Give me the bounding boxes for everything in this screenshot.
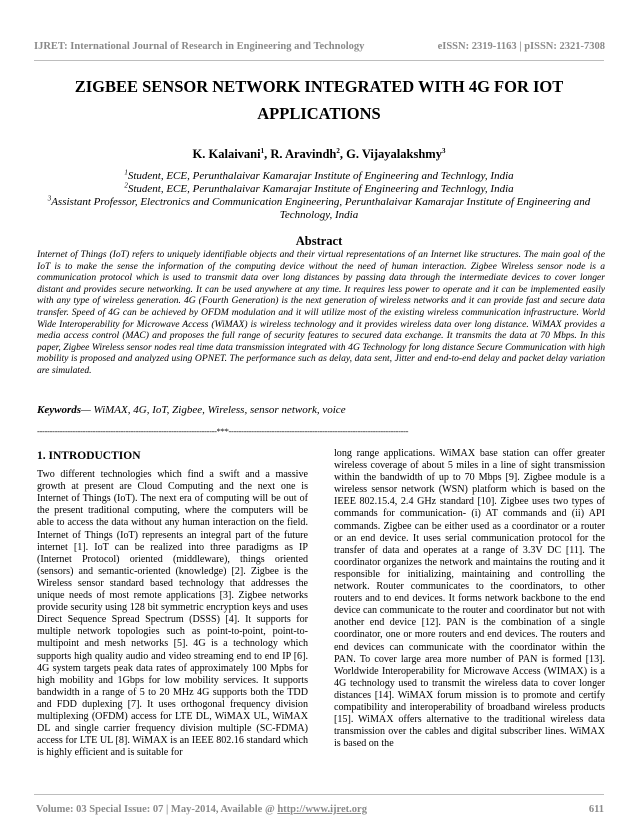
journal-name: IJRET: International Journal of Research in Engineering and Technology (34, 41, 365, 52)
affiliation-mark: 1 (124, 168, 128, 177)
author-affil-mark: 1 (260, 146, 265, 155)
author-affil-mark: 2 (336, 146, 340, 155)
keywords (37, 404, 605, 416)
section-separator: -----------------------------------------------------------------------***----------------------------------------------------------------------- (37, 426, 409, 436)
abstract-text: Internet of Things (IoT) refers to uniquely identifiable objects and their virtual representations of an Internet like structures. The main goal of the IoT is to make the sense the information of the computing device without the need of human interaction. Zigbee Wireless sensor node is a communication protocol which is used to transmit data over long distances by passing data through the intermediate devices to cover longer distant and provides secure networking. It can be used anywhere at any time. It requires less power to operate and it can be implemented easily with any type of wireless generation. 4G (Fourth Generation) is the next generation of wireless networks and it can provide fast and secure data transfer. Speed of 4G can be achieved by OFDM modulation and it will utilize most of the existing wireless communication infrastructure. World Wide Interoperability for Microwave Access (WiMAX) is wireless technology and it provides wireless data over long distance. WiMAX provides a media access control (MAC) and proposes the full range of security features to secured data exchange. It transmits the data at 70 Mbps. In this paper, Zigbee Wireless sensor nodes real time data transmission integrated with 4G Technology for long distance Secure Communication with high mobility is proposed and analyzed using OPNET. The performance such as delay, data sent, Jitter and end-to-end delay and packet delay variation are simulated. (37, 249, 605, 376)
header-divider (34, 60, 604, 61)
keywords-label: Keywords (37, 404, 81, 416)
author-name: K. Kalaivani (192, 147, 261, 161)
footer-divider (34, 794, 604, 795)
keywords-text: — WiMAX, 4G, IoT, Zigbee, Wireless, sensor network, voice (81, 404, 346, 416)
section-heading: 1. INTRODUCTION (37, 450, 141, 462)
body-column-left (37, 447, 308, 759)
affiliation (40, 196, 598, 222)
body-column-right (334, 448, 605, 750)
author-list (40, 147, 598, 162)
volume-info: Volume: 03 Special Issue: 07 | May-2014, Available @ (36, 804, 278, 815)
affiliation-text: Student, ECE, Perunthalaivar Kamarajar Institute of Engineering and Technlogy, India (127, 183, 514, 195)
paper-title: ZIGBEE SENSOR NETWORK INTEGRATED WITH 4G FOR IOT APPLICATIONS (74, 77, 564, 123)
author-name: R. Aravindh (270, 147, 337, 161)
journal-url-link[interactable]: http://www.ijret.org (277, 804, 367, 815)
affiliation-mark: 2 (124, 181, 128, 190)
issn: eISSN: 2319-1163 | pISSN: 2321-7308 (437, 41, 605, 52)
paragraph: Two different technologies which find a swift and a massive growth at present are Cloud Computing and the next one is Internet of Things (IoT). The next era of computing will be out of the present traditional computing, where the computers will be able to access the data without any human interaction on the field. Internet of Things (IoT) represents an integral part of the future internet [1]. IoT can be realized into three paradigms as IP (Internet Protocol) oriented (middleware), things oriented (sensors) and semantic-oriented (knowledge) [2]. Zigbee is the Wireless sensor standard based technology that addresses the unique needs of most remote applications [3]. Zigbee networks provide security using 128 bit symmetric encryption keys and uses Direct Sequence Spread Spectrum (DSSS) [4]. It supports for multiple network topologies such as point-to-point, point-to-multipoint and mesh networks [5]. 4G is a technology which supports high quality audio and video streaming end to end IP [6]. 4G system targets peak data rates of approximately 100 Mpbs for high mobility and 1Gbps for low mobility services. It supports bandwidth in a range of 5 to 20 MHz 4G supports both the TDD and FDD duplexing [7]. It uses orthogonal frequency division multiplexing (OFDM) access for LTE DL, WiMAX UL, WiMAX DL and single carrier frequency division multiple (SC-FDMA) access for LTE UL [8]. WiMAX is an IEEE 802.16 standard which is highly efficient and is suitable for (37, 469, 308, 759)
abstract-heading: Abstract (295, 234, 343, 248)
page-number: 611 (588, 804, 604, 815)
author-separator: , (339, 147, 347, 161)
affiliation-text: Student, ECE, Perunthalaivar Kamarajar Institute of Engineering and Technlogy, India (127, 170, 514, 182)
affiliation-text: Assistant Professor, Electronics and Communication Engineering, Perunthalaivar Kamarajar Institute of Engineering and Technology, India (51, 196, 591, 221)
affiliations (40, 170, 598, 222)
author-affil-mark: 3 (441, 146, 446, 155)
author-name: G. Vijayalakshmy (346, 147, 442, 161)
affiliation-mark: 3 (47, 194, 52, 203)
footer-citation (36, 804, 367, 815)
affiliation (40, 183, 598, 196)
paragraph: long range applications. WiMAX base station can offer greater wireless coverage of about 5 miles in a line of sight transmission within the bandwidth of up to 70 Mbps [9]. Zigbee module is a wireless sensor network (WSN) platform which is based on the IEEE 802.15.4, 2.4 GHz standard [10]. Zigbee uses two types of commands for communication- (i) AT commands and (ii) API commands. Zigbee can be either used as a coordinator or a router or an end device. It uses serial communication protocol for the transfer of data and operates at a range of 3.3V DC [11]. The coordinator organizes the network and maintains the routing and it responsible for initializing, maintaining and controlling the network. Router communicates to the coordinators, to other routers and to end devices. It forms network backbone to the end device can communicate to the router and coordinator but not with another end device [12]. PAN is the combination of a single coordinator, one or more routers and end devices. The routers and end devices can communicate with the coordinator within the PAN. To cover large area more number of PAN is formed [13]. Worldwide Interoperability for Microwave Access (WIMAX) is a 4G technology used to transmit the wireless data to cover longer distances [14]. WiMAX forum mission is to promote and certify compatibility and interoperability of broadband wireless products [15]. WiMAX offers alternative to the traditional wireless data transmission over the cables and digital subscriber lines. WiMAX is based on the (334, 448, 605, 750)
author-separator: , (264, 147, 271, 161)
